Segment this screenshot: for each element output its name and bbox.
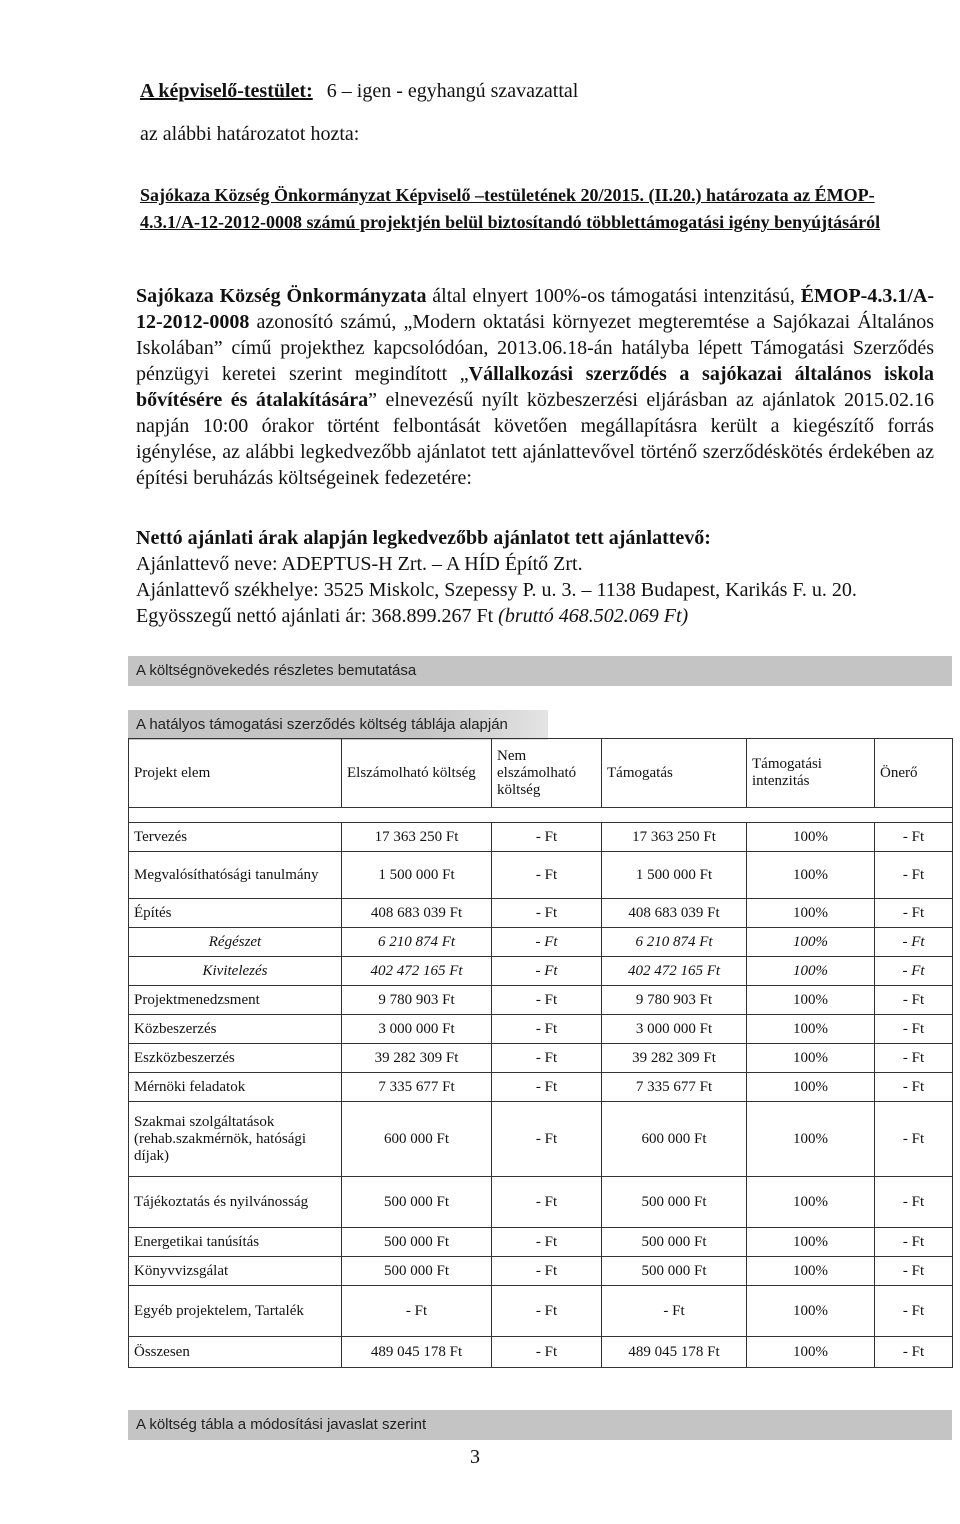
cell-own-contribution: - Ft [875, 1177, 953, 1228]
cell-support: 6 210 874 Ft [602, 928, 747, 957]
section-bar-cost-increase: A költségnövekedés részletes bemutatása [128, 656, 952, 686]
cell-support: 7 335 677 Ft [602, 1073, 747, 1102]
resolution-title: Sajókaza Község Önkormányzat Képviselő –testületének 20/2015. (II.20.) határozata az ÉMOP-4.3.1/A-12-2012-0008 számú projektjén belül biztosítandó többlettámogatási igény benyújtásáról [140, 185, 881, 232]
cell-own-contribution: - Ft [875, 1102, 953, 1177]
body-part-5: Vállalkozási szerződés a sajókazai általános iskola bővítésére és átalakítására [136, 363, 935, 411]
table-row [129, 957, 953, 986]
cell-project-element: Tervezés [129, 823, 342, 852]
cell-own-contribution: - Ft [875, 928, 953, 957]
cell-noneligible-cost: - Ft [492, 1102, 602, 1177]
cell-intensity: 100% [747, 852, 875, 899]
section-bar-valid-table: A hatályos támogatási szerződés költség táblája alapján [128, 710, 548, 740]
cell-own-contribution: - Ft [875, 1073, 953, 1102]
header-eligible-cost: Elszámolható költség [342, 739, 492, 808]
cell-own-contribution: - Ft [875, 986, 953, 1015]
vote-result: 6 – igen - egyhangú szavazattal [326, 80, 579, 102]
table-row [129, 823, 953, 852]
cell-own-contribution: - Ft [875, 1286, 953, 1337]
table-row [129, 1337, 953, 1368]
cell-own-contribution: - Ft [875, 1257, 953, 1286]
cell-support: - Ft [602, 1286, 747, 1337]
cell-noneligible-cost: - Ft [492, 852, 602, 899]
cell-support: 500 000 Ft [602, 1177, 747, 1228]
cell-eligible-cost: 500 000 Ft [342, 1257, 492, 1286]
cell-project-element: Régészet [129, 928, 342, 957]
body-part-2: által elnyert 100%-os támogatási intenzitású, [426, 285, 801, 307]
header-own-contribution: Önerő [875, 739, 953, 808]
cell-project-element: Közbeszerzés [129, 1015, 342, 1044]
table-row [129, 1286, 953, 1337]
cell-own-contribution: - Ft [875, 852, 953, 899]
cell-eligible-cost: - Ft [342, 1286, 492, 1337]
cell-eligible-cost: 600 000 Ft [342, 1102, 492, 1177]
table-row [129, 1015, 953, 1044]
cell-support: 39 282 309 Ft [602, 1044, 747, 1073]
cell-support: 500 000 Ft [602, 1257, 747, 1286]
cell-noneligible-cost: - Ft [492, 928, 602, 957]
cell-eligible-cost: 402 472 165 Ft [342, 957, 492, 986]
cell-intensity: 100% [747, 1073, 875, 1102]
cell-project-element: Tájékoztatás és nyilvánosság [129, 1177, 342, 1228]
body-part-4: azonosító számú, „Modern oktatási környezet megteremtése a Sajókazai Általános Iskolában” című projekthez kapcsolódóan, 2013.06.18-án hatályba lépett Támogatási Szerződés pénzügyi keretei szerint megindított „ [136, 311, 934, 385]
cell-intensity: 100% [747, 1015, 875, 1044]
table-spacer-row [129, 808, 953, 823]
cell-noneligible-cost: - Ft [492, 1015, 602, 1044]
cell-noneligible-cost: - Ft [492, 1073, 602, 1102]
header-support: Támogatás [602, 739, 747, 808]
cell-eligible-cost: 489 045 178 Ft [342, 1337, 492, 1368]
cell-eligible-cost: 408 683 039 Ft [342, 899, 492, 928]
cell-own-contribution: - Ft [875, 957, 953, 986]
cell-intensity: 100% [747, 823, 875, 852]
decision-intro: az alábbi határozatot hozta: [140, 123, 360, 145]
cell-noneligible-cost: - Ft [492, 957, 602, 986]
table-body [129, 808, 953, 1368]
cell-noneligible-cost: - Ft [492, 899, 602, 928]
cell-intensity: 100% [747, 1102, 875, 1177]
cell-support: 408 683 039 Ft [602, 899, 747, 928]
section-bar-modified-table: A költség tábla a módosítási javaslat szerint [128, 1410, 952, 1440]
cell-project-element: Mérnöki feladatok [129, 1073, 342, 1102]
vote-line [140, 80, 578, 103]
cell-eligible-cost: 17 363 250 Ft [342, 823, 492, 852]
cell-noneligible-cost: - Ft [492, 986, 602, 1015]
cell-project-element: Kivitelezés [129, 957, 342, 986]
cell-intensity: 100% [747, 1228, 875, 1257]
table-row [129, 928, 953, 957]
cell-eligible-cost: 39 282 309 Ft [342, 1044, 492, 1073]
cell-intensity: 100% [747, 1286, 875, 1337]
offer-block [136, 525, 946, 629]
cell-noneligible-cost: - Ft [492, 1177, 602, 1228]
cell-eligible-cost: 500 000 Ft [342, 1177, 492, 1228]
cell-own-contribution: - Ft [875, 899, 953, 928]
cell-project-element: Energetikai tanúsítás [129, 1228, 342, 1257]
cell-eligible-cost: 500 000 Ft [342, 1228, 492, 1257]
cell-noneligible-cost: - Ft [492, 1228, 602, 1257]
cell-support: 17 363 250 Ft [602, 823, 747, 852]
cell-own-contribution: - Ft [875, 1044, 953, 1073]
cell-support: 1 500 000 Ft [602, 852, 747, 899]
cell-project-element: Projektmenedzsment [129, 986, 342, 1015]
cell-noneligible-cost: - Ft [492, 1286, 602, 1337]
table-row [129, 1044, 953, 1073]
cell-support: 3 000 000 Ft [602, 1015, 747, 1044]
cell-project-element: Eszközbeszerzés [129, 1044, 342, 1073]
cell-project-element: Egyéb projektelem, Tartalék [129, 1286, 342, 1337]
body-part-1: Sajókaza Község Önkormányzata [136, 285, 427, 307]
cell-intensity: 100% [747, 957, 875, 986]
cell-eligible-cost: 6 210 874 Ft [342, 928, 492, 957]
cell-eligible-cost: 3 000 000 Ft [342, 1015, 492, 1044]
cell-intensity: 100% [747, 1044, 875, 1073]
cell-project-element: Építés [129, 899, 342, 928]
cell-eligible-cost: 7 335 677 Ft [342, 1073, 492, 1102]
cell-intensity: 100% [747, 1337, 875, 1368]
body-part-3: ÉMOP-4.3.1/A-12-2012-0008 [136, 285, 934, 333]
cost-table-wrapper [128, 738, 952, 1368]
offer-address: Ajánlattevő székhelye: 3525 Miskolc, Szepessy P. u. 3. – 1138 Budapest, Karikás F. u. 20. [136, 579, 857, 601]
cell-intensity: 100% [747, 899, 875, 928]
cell-intensity: 100% [747, 1177, 875, 1228]
table-row [129, 1228, 953, 1257]
table-row [129, 899, 953, 928]
header-project-element: Projekt elem [129, 739, 342, 808]
offer-price-net: Egyösszegű nettó ajánlati ár: 368.899.267 Ft [136, 605, 499, 627]
cell-project-element: Megvalósíthatósági tanulmány [129, 852, 342, 899]
cell-support: 402 472 165 Ft [602, 957, 747, 986]
header-support-intensity: Támogatási intenzitás [747, 739, 875, 808]
table-header-row [129, 739, 953, 808]
cell-intensity: 100% [747, 928, 875, 957]
table-row [129, 986, 953, 1015]
cell-noneligible-cost: - Ft [492, 1044, 602, 1073]
table-row [129, 1102, 953, 1177]
header-noneligible-cost: Nem elszámolható költség [492, 739, 602, 808]
offer-heading: Nettó ajánlati árak alapján legkedvezőbb ajánlatot tett ajánlattevő: [136, 527, 711, 549]
cell-own-contribution: - Ft [875, 823, 953, 852]
cell-noneligible-cost: - Ft [492, 823, 602, 852]
cell-intensity: 100% [747, 986, 875, 1015]
offer-price-gross: (bruttó 468.502.069 Ft) [498, 605, 689, 627]
cell-support: 9 780 903 Ft [602, 986, 747, 1015]
body-paragraph [136, 283, 934, 491]
offer-name: Ajánlattevő neve: ADEPTUS-H Zrt. – A HÍD Építő Zrt. [136, 553, 583, 575]
cell-project-element: Szakmai szolgáltatások (rehab.szakmérnök, hatósági díjak) [129, 1102, 342, 1177]
cell-own-contribution: - Ft [875, 1015, 953, 1044]
cell-noneligible-cost: - Ft [492, 1257, 602, 1286]
cell-support: 500 000 Ft [602, 1228, 747, 1257]
cell-support: 489 045 178 Ft [602, 1337, 747, 1368]
cell-own-contribution: - Ft [875, 1337, 953, 1368]
cell-noneligible-cost: - Ft [492, 1337, 602, 1368]
cell-project-element: Összesen [129, 1337, 342, 1368]
offer-price [136, 603, 946, 629]
body-part-6: ” elnevezésű nyílt közbeszerzési eljárásban az ajánlatok 2015.02.16 napján 10:00 órakor történt felbontását követően megállapításra került a kiegészítő forrás igénylése, az alábbi legkedvezőbb ajánlatot tett ajánlattevővel történő szerződéskötés érdekében az építési beruházás költségeinek fedezetére: [136, 389, 935, 489]
cell-own-contribution: - Ft [875, 1228, 953, 1257]
cell-intensity: 100% [747, 1257, 875, 1286]
vote-label: A képviselő-testület: [140, 80, 313, 102]
cell-eligible-cost: 1 500 000 Ft [342, 852, 492, 899]
cost-table [128, 738, 953, 1368]
cell-support: 600 000 Ft [602, 1102, 747, 1177]
table-row [129, 1177, 953, 1228]
cell-eligible-cost: 9 780 903 Ft [342, 986, 492, 1015]
table-row [129, 852, 953, 899]
cell-project-element: Könyvvizsgálat [129, 1257, 342, 1286]
table-row [129, 1257, 953, 1286]
page-number: 3 [470, 1446, 480, 1468]
table-row [129, 1073, 953, 1102]
